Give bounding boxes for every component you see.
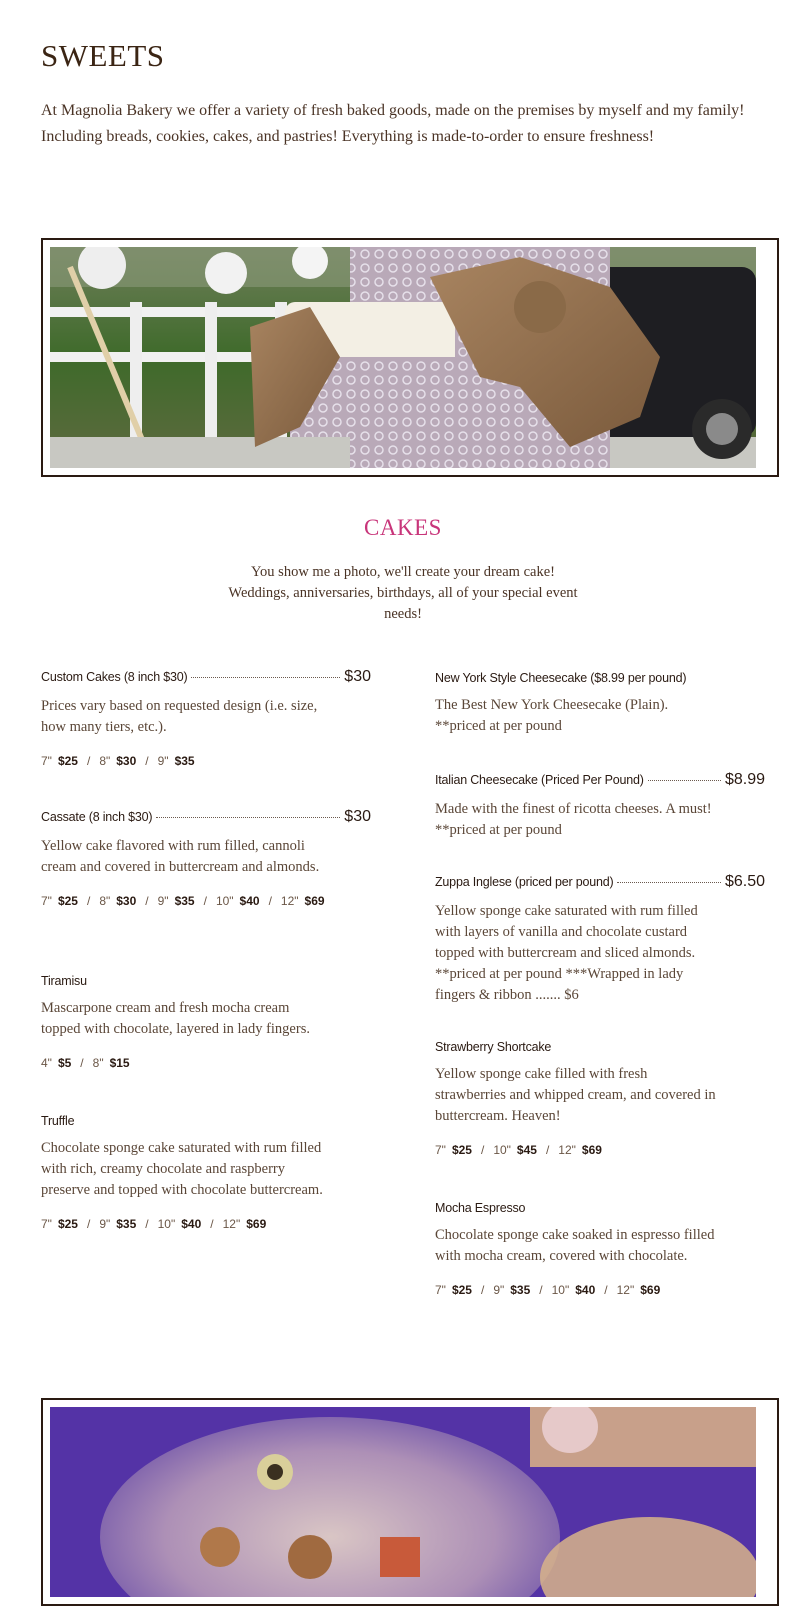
menu-item-description: The Best New York Cheesecake (Plain). **priced at per pound [435, 697, 669, 734]
variant-price: $25 [57, 1217, 78, 1231]
separator: / [480, 1283, 485, 1297]
variant-size: 7" [41, 754, 52, 768]
variant-size: 4" [41, 1056, 52, 1070]
variant-price: $35 [510, 1283, 531, 1297]
menu-item-header [435, 873, 765, 891]
dot-leader [648, 780, 721, 781]
menu-item [435, 771, 765, 841]
size-price-list [41, 894, 371, 908]
separator: / [86, 894, 91, 908]
variant-price: $5 [57, 1056, 72, 1070]
variant-size: 7" [41, 894, 52, 908]
menu-item-description: Mascarpone cream and fresh mocha cream topped with chocolate, layered in lady fingers. [41, 1000, 310, 1037]
menu-item-name: Truffle [41, 1114, 75, 1128]
variant-price: $35 [174, 894, 195, 908]
variant-size: 7" [435, 1283, 446, 1297]
menu-item-description: Yellow sponge cake filled with fresh strawberries and whipped cream, and covered in buttercream. Heaven! [435, 1066, 716, 1124]
menu-item-header [41, 808, 371, 826]
separator: / [480, 1143, 485, 1157]
menu-item-header [435, 771, 765, 789]
variant-price: $35 [174, 754, 195, 768]
variant-size: 9" [157, 754, 169, 768]
page-title: SWEETS [41, 38, 165, 73]
separator: / [539, 1283, 543, 1297]
separator: / [145, 894, 149, 908]
cakes-section-description: You show me a photo, we'll create your dream cake! Weddings, anniversaries, birthdays, all of your special event needs! [228, 564, 578, 622]
variant-size: 8" [99, 754, 111, 768]
menu-item [41, 974, 371, 1070]
variant-size: 12" [222, 1217, 241, 1231]
variant-price: $45 [516, 1143, 537, 1157]
separator: / [545, 1143, 550, 1157]
menu-item [41, 808, 371, 908]
variant-price: $69 [304, 894, 325, 908]
menu-item-name: Strawberry Shortcake [435, 1040, 552, 1054]
menu-item-price: $30 [344, 668, 371, 685]
menu-item [41, 1114, 371, 1231]
size-price-list [435, 1283, 765, 1297]
variant-price: $25 [451, 1283, 472, 1297]
menu-item-description: Chocolate sponge cake saturated with rum filled with rich, creamy chocolate and raspberry preserve and topped with chocolate buttercream. [41, 1140, 323, 1198]
menu-item [435, 671, 765, 737]
menu-item-header [41, 1114, 371, 1128]
menu-item [435, 1201, 765, 1297]
menu-item-price: $8.99 [724, 771, 765, 788]
variant-price: $40 [181, 1217, 202, 1231]
menu-item [435, 1040, 765, 1157]
variant-size: 9" [157, 894, 169, 908]
dot-leader [156, 817, 340, 818]
variant-price: $30 [116, 754, 137, 768]
menu-item-name: Mocha Espresso [435, 1201, 526, 1215]
variant-price: $69 [640, 1283, 661, 1297]
variant-price: $30 [116, 894, 137, 908]
intro-text: At Magnolia Bakery we offer a variety of fresh baked goods, made on the premises by myself and my family! Including breads, cookies, cakes, and pastries! Everything is made-to-order to ensure freshness! [41, 102, 745, 145]
variant-price: $69 [246, 1217, 267, 1231]
menu-item-header [435, 671, 765, 685]
menu-item-price: $30 [344, 808, 371, 825]
size-price-list [41, 1056, 371, 1070]
variant-size: 7" [435, 1143, 446, 1157]
variant-size: 12" [280, 894, 299, 908]
variant-size: 10" [157, 1217, 176, 1231]
menu-item-description: Yellow sponge cake saturated with rum filled with layers of vanilla and chocolate custard topped with buttercream and sliced almonds. **priced at per pound ***Wrapped in lady fingers & ribbon ....... $6 [435, 903, 698, 1003]
variant-size: 10" [551, 1283, 570, 1297]
variant-price: $40 [575, 1283, 596, 1297]
dot-leader [191, 677, 340, 678]
variant-size: 10" [215, 894, 234, 908]
hero-image-frame [41, 238, 779, 477]
variant-price: $35 [116, 1217, 137, 1231]
menu-item-name: Cassate (8 inch $30) [41, 810, 153, 824]
separator: / [86, 754, 91, 768]
menu-item-header [435, 1040, 765, 1054]
variant-price: $15 [109, 1056, 130, 1070]
variant-price: $25 [451, 1143, 472, 1157]
variant-size: 8" [99, 894, 111, 908]
separator: / [86, 1217, 91, 1231]
dot-leader [617, 882, 721, 883]
menu-item-description: Prices vary based on requested design (i.e. size, how many tiers, etc.). [41, 698, 318, 735]
separator: / [604, 1283, 608, 1297]
variant-size: 10" [493, 1143, 511, 1157]
size-price-list [435, 1143, 765, 1157]
variant-size: 12" [558, 1143, 576, 1157]
variant-size: 9" [493, 1283, 505, 1297]
variant-price: $25 [57, 754, 78, 768]
size-price-list [41, 754, 371, 768]
variant-size: 12" [616, 1283, 635, 1297]
separator: / [145, 1217, 149, 1231]
menu-item-header [41, 668, 371, 686]
variant-size: 7" [41, 1217, 52, 1231]
separator: / [145, 754, 149, 768]
separator: / [268, 894, 272, 908]
menu-item-name: Zuppa Inglese (priced per pound) [435, 875, 614, 889]
menu-item [41, 668, 371, 768]
variant-size: 9" [99, 1217, 111, 1231]
variant-price: $69 [581, 1143, 602, 1157]
menu-item-name: Tiramisu [41, 974, 87, 988]
variant-price: $25 [57, 894, 78, 908]
menu-item-price: $6.50 [724, 873, 765, 890]
menu-item-header [41, 974, 371, 988]
menu-item-header [435, 1201, 765, 1215]
variant-price: $40 [239, 894, 260, 908]
variant-size: 8" [92, 1056, 104, 1070]
bottom-image [50, 1407, 756, 1597]
menu-item [435, 873, 765, 1006]
menu-item-name: Italian Cheesecake (Priced Per Pound) [435, 773, 644, 787]
menu-item-name: Custom Cakes (8 inch $30) [41, 670, 188, 684]
separator: / [203, 894, 207, 908]
separator: / [80, 1056, 84, 1070]
menu-item-description: Yellow cake flavored with rum filled, cannoli cream and covered in buttercream and almonds. [41, 838, 320, 875]
menu-item-description: Chocolate sponge cake soaked in espresso filled with mocha cream, covered with chocolate. [435, 1227, 715, 1264]
cakes-section-title: CAKES [364, 515, 442, 540]
hero-image [50, 247, 756, 468]
menu-item-name: New York Style Cheesecake ($8.99 per pound) [435, 671, 687, 685]
size-price-list [41, 1217, 371, 1231]
menu-item-description: Made with the finest of ricotta cheeses. A must! **priced at per pound [435, 801, 712, 838]
separator: / [210, 1217, 214, 1231]
